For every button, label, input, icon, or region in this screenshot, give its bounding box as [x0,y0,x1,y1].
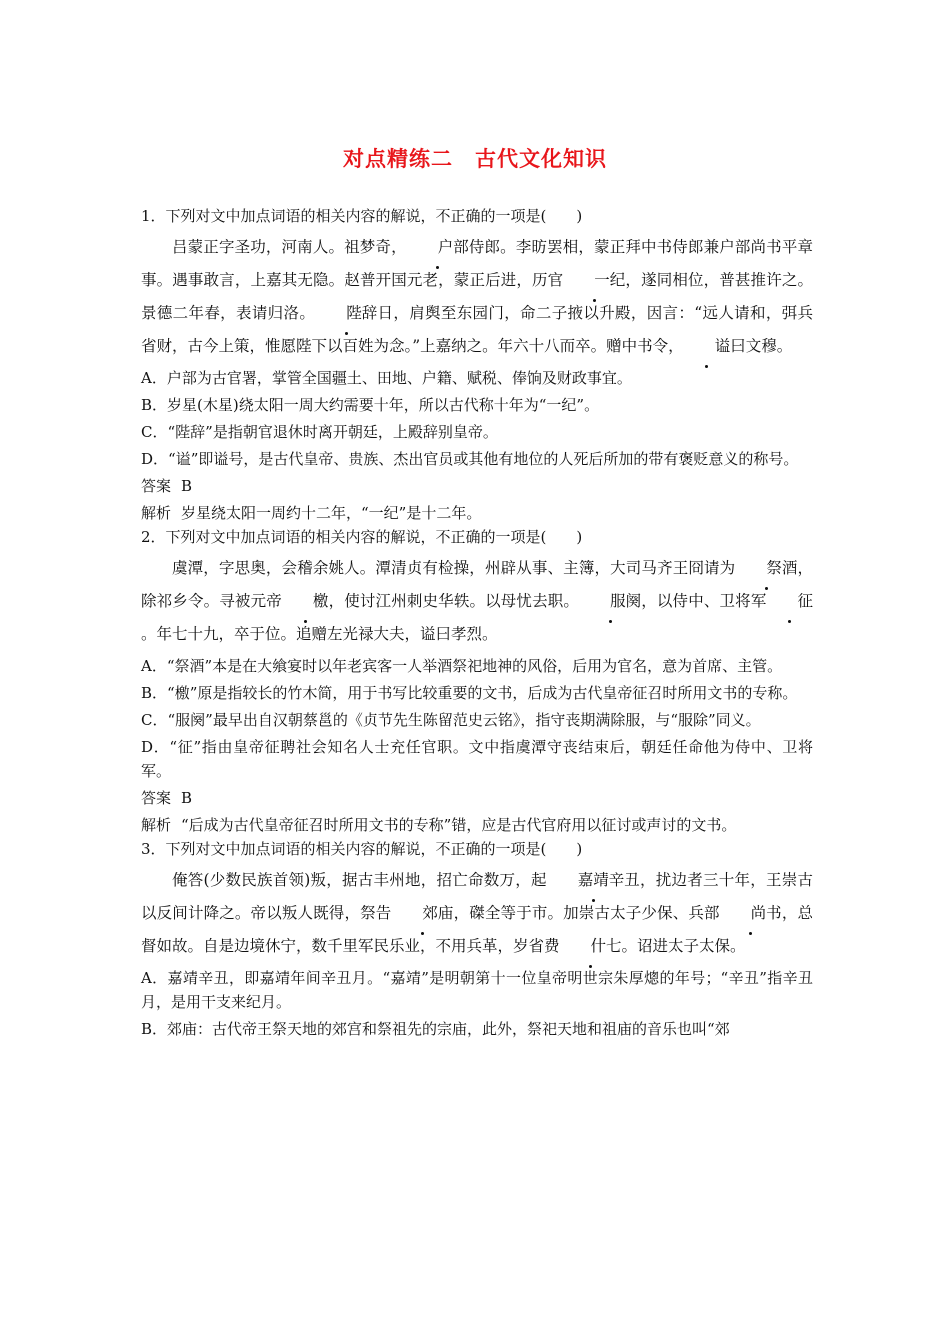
document-body [141,204,813,1041]
page-title: 对点精练二 古代文化知识 [343,147,607,171]
passage-text: 吕蒙正字圣功，河南人。祖梦奇， [172,238,407,256]
dotted-term: 一纪 [563,264,625,297]
dotted-term: 陛辞 [315,297,377,330]
passage-text: ，遂同相位，普甚推许之。景德二年春，表请归洛。 [141,271,813,322]
explanation-line [141,813,813,837]
question-3 [141,837,813,1041]
passage-text: ，扰边者三十年，王崇古以反间计降之。帝以叛人既得，祭告 [141,871,813,922]
option-d: D．“谥”即谥号，是古代皇帝、贵族、杰出官员或其他有地位的人死后所加的带有褒贬意义的称号。 [141,450,799,468]
dotted-term: 嘉靖辛丑 [547,864,640,897]
explanation-text: 岁星绕太阳一周约十二年，“一纪”是十二年。 [181,504,482,522]
option-b: B．“檄”原是指较长的竹木简，用于书写比较重要的文书，后成为古代皇帝征召时所用文书的专称。 [141,684,798,702]
passage-text: 侍郎。李昉罢相，蒙正拜中书侍郎兼户部尚书平章事。遇事敢言，上嘉其无隐。赵普开国元老，蒙正后进，历官 [141,238,813,289]
answer-line [141,786,813,810]
passage-text: ，使讨江州刺史华轶。以母忧去职。 [328,592,580,610]
explanation-label: 解析 [141,816,172,834]
option-c: C．“陛辞”是指朝官退休时离开朝廷，上殿辞别皇帝。 [141,423,498,441]
passage-text: ，磔全等于市。加崇古太子少保、兵部 [453,904,720,922]
dotted-term: 户部 [407,231,469,264]
answer-label: 答案 [141,477,172,495]
passage [141,864,813,963]
dotted-term: 祭酒 [735,552,797,585]
passage [141,231,813,363]
dotted-term: 尚书 [720,897,782,930]
option-a: A．“祭酒”本是在大飨宴时以年老宾客一人举酒祭祀地神的风俗，后用为官名，意为首席、主管。 [141,657,783,675]
passage-text: 。年七十九，卒于位。追赠左光禄大夫，谥曰孝烈。 [141,625,498,643]
dotted-term: 檄 [282,585,329,618]
option-d: D．“征”指由皇帝征聘社会知名人士充任官职。文中指虞潭守丧结束后，朝廷任命他为侍中、卫将军。 [141,738,813,780]
dotted-term: 什七 [560,930,622,963]
option-a: A．户部为古官署，掌管全国疆土、田地、户籍、赋税、俸饷及财政事宜。 [141,369,632,387]
dotted-term: 服阕 [579,585,641,618]
answer-value: B [181,789,193,807]
option-b: B．岁星(木星)绕太阳一周大约需要十年，所以古代称十年为“一纪”。 [141,396,600,414]
option-a: A．嘉靖辛丑，即嘉靖年间辛丑月。“嘉靖”是明朝第十一位皇帝明世宗朱厚熜的年号；“辛丑”指辛丑月，是用干支来纪月。 [141,969,813,1011]
question-stem: 3．下列对文中加点词语的相关内容的解说，不正确的一项是( ) [141,840,583,858]
passage-text: 俺答(少数民族首领)叛，据古丰州地，招亡命数万，起 [172,871,547,889]
option-c: C．“服阕”最早出自汉朝蔡邕的《贞节先生陈留范史云铭》，指守丧期满除服，与“服除”同义。 [141,711,761,729]
question-stem: 2．下列对文中加点词语的相关内容的解说，不正确的一项是( ) [141,528,583,546]
explanation-label: 解析 [141,504,172,522]
passage-text: 虞潭，字思奥，会稽余姚人。潭清贞有检操，州辟从事、主簿，大司马齐王冏请为 [172,559,736,577]
question-stem: 1．下列对文中加点词语的相关内容的解说，不正确的一项是( ) [141,207,583,225]
answer-label: 答案 [141,789,172,807]
answer-line [141,474,813,498]
option-b: B．郊庙：古代帝王祭天地的郊宫和祭祖先的宗庙，此外，祭祀天地和祖庙的音乐也叫“郊 [141,1020,730,1038]
dotted-term: 郊庙 [391,897,453,930]
passage [141,552,813,651]
explanation-text: “后成为古代皇帝征召时所用文书的专称”错，应是古代官府用以征讨或声讨的文书。 [181,816,737,834]
passage-text: 。诏进太子太保。 [621,937,746,955]
explanation-line [141,501,813,525]
passage-text: 曰文穆。 [730,337,793,355]
question-1 [141,204,813,525]
dotted-term: 谥 [684,330,731,363]
dotted-term: 征 [766,585,813,618]
question-2 [141,525,813,837]
passage-text: ，总督如故。自是边境休宁，数千里军民乐业，不用兵革，岁省费 [141,904,813,955]
answer-value: B [181,477,193,495]
passage-text: ，除祁乡令。寻被元帝 [141,559,813,610]
passage-text: 日，肩舆至东园门，命二子掖以升殿，因言：“远人请和，弭兵省财，古今上策，惟愿陛下以百姓为念。”上嘉纳之。年六十八而卒。赠中书令， [141,304,813,355]
passage-text: ，以侍中、卫将军 [641,592,767,610]
